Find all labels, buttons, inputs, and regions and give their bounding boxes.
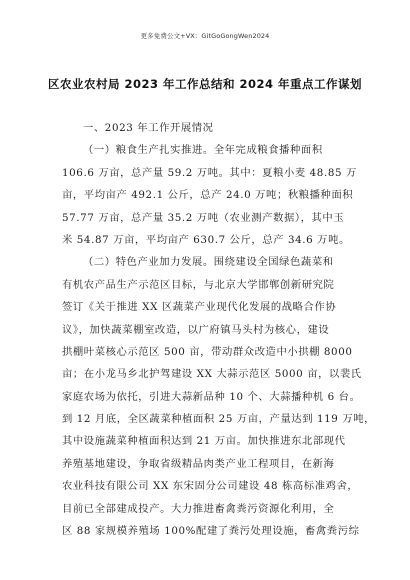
paragraph-line: 57.77 万亩，总产量 35.2 万吨（农业测产数据），其中玉 xyxy=(62,211,345,224)
paragraph-line: （一）粮食生产扎实推进。全年完成粮食播种面积 xyxy=(83,144,323,157)
section-heading: 一、2023 年工作开展情况 xyxy=(83,122,214,134)
paragraph-line: 目前已全部建成投产。大力推进畜禽粪污资源化利用，全 xyxy=(62,502,335,515)
paragraph-line: 亩；在小龙马乡北护驾建设 XX 大蒜示范区 5000 亩，以裴氏 xyxy=(62,368,362,381)
paragraph-line: 有机农产品生产示范区目标，与北京大学邯郸创新研究院 xyxy=(62,278,335,291)
paragraph-line: 米 54.87 万亩，平均亩产 630.7 公斤，总产 34.6 万吨。 xyxy=(62,233,350,246)
document-body xyxy=(62,117,376,542)
paragraph-line: 到 12 月底，全区蔬菜种植面积 25 万亩，产量达到 119 万吨， xyxy=(62,413,376,426)
paragraph-line: 养殖基地建设，争取省级精品肉类产业工程项目，在新海 xyxy=(62,457,335,470)
paragraph-line: （二）特色产业加力发展。围绕建设全国绿色蔬菜和 xyxy=(83,256,334,269)
paragraph-line: 其中设施蔬菜种植面积达到 21 万亩。加快推进东北部现代 xyxy=(62,435,346,448)
paragraph-line: 签订《关于推进 XX 区蔬菜产业现代化发展的战略合作协 xyxy=(62,301,337,314)
paragraph-line: 106.6 万亩，总产量 59.2 万吨。其中：夏粮小麦 48.85 万 xyxy=(62,166,357,179)
paragraph-line: 家庭农场为依托，引进大蒜新品种 10 个、大蒜播种机 6 台。 xyxy=(62,390,361,403)
paragraph-line: 农业科技有限公司 XX 东宋固分公司建设 48 栋高标准鸡舍， xyxy=(62,480,359,493)
paragraph-line: 拱棚叶菜核心示范区 500 亩，带动群众改造中小拱棚 8000 xyxy=(62,345,353,358)
document-title: 区农业农村局 2023 年工作总结和 2024 年重点工作谋划 xyxy=(47,77,363,91)
header-note: 更多免费公文+VX：GitGoGongWen2024 xyxy=(140,32,270,40)
paragraph-line: 区 88 家规模养殖场 100%配建了粪污处理设施，畜禽粪污综 xyxy=(62,525,360,538)
paragraph-line: 议》，加快蔬菜棚室改造，以广府镇马头村为核心，建设 xyxy=(62,323,330,336)
paragraph-line: 亩，平均亩产 492.1 公斤，总产 24.0 万吨；秋粮播种面积 xyxy=(62,189,354,202)
